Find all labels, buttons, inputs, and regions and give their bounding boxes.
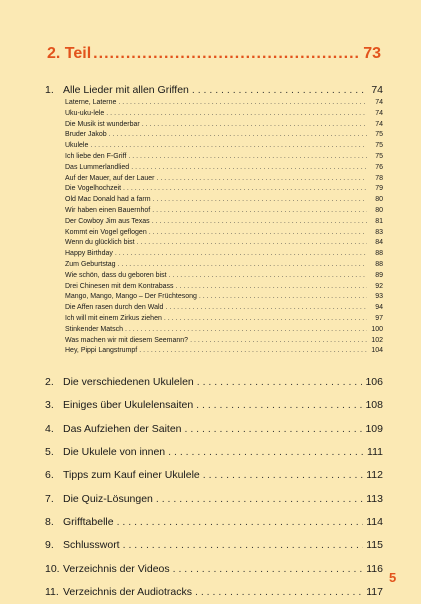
toc-chapter: [45, 534, 383, 557]
leader-dots: [118, 98, 367, 109]
list-item: [65, 206, 383, 217]
chapter-page: 108: [365, 399, 383, 412]
leader-dots: [128, 152, 367, 163]
song-page: 75: [375, 152, 383, 160]
list-item: [65, 314, 383, 325]
song-title: Ukulele: [65, 142, 89, 150]
leader-dots: [195, 581, 363, 604]
toc-chapter: [45, 394, 383, 417]
leader-dots: [203, 464, 363, 487]
song-page: 74: [375, 120, 383, 128]
list-item: [65, 260, 383, 271]
leader-dots: [199, 292, 367, 303]
song-page: 97: [375, 314, 383, 322]
song-page: 75: [375, 142, 383, 150]
chapter-page: 114: [366, 515, 383, 528]
leader-dots: [149, 228, 367, 239]
chapter-page: 113: [366, 492, 383, 505]
song-title: Ich will mit einem Zirkus ziehen: [65, 314, 162, 322]
list-item: [65, 163, 383, 174]
chapter-number: 10.: [45, 562, 60, 575]
chapter-number: 8.: [45, 515, 54, 528]
song-page: 92: [375, 282, 383, 290]
leader-dots: [109, 130, 367, 141]
leader-dots: [118, 260, 367, 271]
chapter-number: 7.: [45, 492, 54, 505]
leader-dots: [137, 238, 367, 249]
list-item: [65, 184, 383, 195]
leader-dots: [157, 174, 368, 185]
song-page: 104: [371, 347, 383, 355]
leader-dots: [173, 558, 364, 581]
list-item: [65, 238, 383, 249]
song-title: Was machen wir mit diesem Seemann?: [65, 336, 189, 344]
leader-dots: [165, 303, 367, 314]
song-title: Old Mac Donald had a farm: [65, 196, 151, 204]
list-item: [65, 152, 383, 163]
leader-dots: [197, 371, 363, 394]
song-page: 102: [371, 336, 383, 344]
leader-dots: [153, 195, 367, 206]
chapter-title: Das Aufziehen der Saiten: [63, 422, 182, 435]
song-page: 74: [375, 109, 383, 117]
page-number: 5: [389, 570, 397, 585]
leader-dots: [192, 84, 366, 97]
chapter-list: [45, 371, 383, 604]
chapter-title: Die Quiz-Lösungen: [63, 492, 153, 505]
list-item: [65, 336, 383, 347]
song-title: Kommt ein Vogel geflogen: [65, 228, 147, 236]
song-title: Mango, Mango, Mango – Der Früchtesong: [65, 293, 197, 301]
song-title: Die Affen rasen durch den Wald: [65, 304, 164, 312]
table-of-contents: [45, 84, 383, 604]
leader-dots: [90, 141, 367, 152]
list-item: [65, 130, 383, 141]
toc-chapter: [45, 371, 383, 394]
song-page: 88: [375, 250, 383, 258]
song-title: Laterne, Laterne: [65, 99, 117, 106]
list-item: [65, 271, 383, 282]
chapter-number: 5.: [45, 446, 54, 459]
song-title: Happy Birthday: [65, 250, 113, 258]
list-item: [65, 292, 383, 303]
toc-chapter: [45, 558, 383, 581]
part-leader-dots: [93, 45, 361, 63]
song-page: 78: [375, 174, 383, 182]
song-title: Die Musik ist wunderbar: [65, 120, 140, 128]
leader-dots: [142, 120, 367, 131]
song-page: 74: [375, 99, 383, 106]
leader-dots: [106, 109, 367, 120]
song-title: Wie schön, dass du geboren bist: [65, 271, 167, 279]
chapter-title: Alle Lieder mit allen Griffen: [63, 84, 189, 96]
list-item: [65, 346, 383, 357]
toc-chapter: [45, 511, 383, 534]
leader-dots: [168, 441, 364, 464]
chapter-number: 3.: [45, 399, 54, 412]
leader-dots: [156, 488, 363, 511]
song-title: Drei Chinesen mit dem Kontrabass: [65, 282, 174, 290]
chapter-title: Verzeichnis der Audiotracks: [63, 585, 192, 598]
song-title: Wir haben einen Bauernhof: [65, 206, 151, 214]
leader-dots: [117, 511, 364, 534]
chapter-number: 11.: [45, 585, 59, 598]
list-item: [65, 282, 383, 293]
list-item: [65, 303, 383, 314]
chapter-title: Schlusswort: [63, 539, 120, 552]
song-title: Uku-uku-lele: [65, 109, 105, 117]
chapter-title: Grifftabelle: [63, 515, 114, 528]
chapter-page: 112: [366, 469, 383, 482]
list-item: [65, 174, 383, 185]
song-page: 80: [375, 206, 383, 214]
song-page: 94: [375, 304, 383, 312]
song-page: 80: [375, 196, 383, 204]
list-item: [65, 141, 383, 152]
chapter-number: 2.: [45, 376, 54, 389]
toc-chapter: [45, 581, 383, 604]
leader-dots: [169, 271, 367, 282]
song-page: 100: [371, 325, 383, 333]
chapter-page: 115: [366, 539, 383, 552]
chapter-page: 109: [365, 422, 383, 435]
song-title: Bruder Jakob: [65, 131, 107, 139]
list-item: [65, 217, 383, 228]
leader-dots: [123, 184, 367, 195]
leader-dots: [196, 394, 362, 417]
chapter-title: Die verschiedenen Ukulelen: [63, 376, 194, 389]
song-title: Ich liebe den F-Griff: [65, 152, 127, 160]
leader-dots: [185, 418, 363, 441]
leader-dots: [131, 163, 367, 174]
leader-dots: [164, 314, 367, 325]
chapter-page: 117: [366, 585, 383, 598]
chapter-number: 9.: [45, 539, 54, 552]
chapter-title: Einiges über Ukulelensaiten: [63, 399, 194, 412]
song-title: Auf der Mauer, auf der Lauer: [65, 174, 155, 182]
list-item: [65, 120, 383, 131]
chapter-title: Verzeichnis der Videos: [63, 562, 170, 575]
toc-chapter: [45, 441, 383, 464]
song-list: [45, 98, 383, 357]
part-title: 2. Teil: [47, 45, 92, 62]
part-heading: [47, 45, 381, 67]
song-title: Stinkender Matsch: [65, 325, 123, 333]
song-page: 79: [375, 185, 383, 193]
song-page: 81: [375, 217, 383, 225]
list-item: [65, 249, 383, 260]
leader-dots: [176, 282, 367, 293]
chapter-number: 6.: [45, 469, 54, 482]
chapter-page: 116: [366, 562, 383, 575]
list-item: [65, 195, 383, 206]
song-page: 93: [375, 293, 383, 301]
leader-dots: [115, 249, 367, 260]
leader-dots: [152, 206, 367, 217]
chapter-number: 1.: [45, 84, 54, 96]
leader-dots: [125, 325, 367, 336]
list-item: [65, 325, 383, 336]
song-page: 88: [375, 260, 383, 268]
chapter-page: 106: [365, 376, 383, 389]
chapter-page: 111: [367, 446, 383, 459]
toc-chapter: [45, 488, 383, 511]
leader-dots: [123, 534, 364, 557]
leader-dots: [139, 346, 367, 357]
chapter-page: 74: [371, 84, 383, 96]
toc-chapter-1: [45, 84, 383, 97]
song-title: Der Cowboy Jim aus Texas: [65, 217, 150, 225]
chapter-title: Die Ukulele von innen: [63, 446, 166, 459]
song-title: Das Lummerlandlied: [65, 163, 130, 171]
song-page: 89: [375, 271, 383, 279]
list-item: [65, 109, 383, 120]
leader-dots: [190, 336, 367, 347]
chapter-title: Tipps zum Kauf einer Ukulele: [63, 469, 200, 482]
song-title: Die Vogelhochzeit: [65, 185, 122, 193]
song-title: Hey, Pippi Langstrumpf: [65, 347, 138, 355]
list-item: [65, 228, 383, 239]
toc-chapter: [45, 418, 383, 441]
song-page: 83: [375, 228, 383, 236]
song-page: 75: [375, 131, 383, 139]
song-title: Zum Geburtstag: [65, 260, 116, 268]
list-item: [65, 98, 383, 109]
leader-dots: [152, 217, 367, 228]
song-title: Wenn du glücklich bist: [65, 239, 135, 247]
song-page: 84: [375, 239, 383, 247]
song-page: 76: [375, 163, 383, 171]
chapter-number: 4.: [45, 422, 54, 435]
part-page-number: 73: [363, 45, 381, 62]
toc-chapter: [45, 464, 383, 487]
